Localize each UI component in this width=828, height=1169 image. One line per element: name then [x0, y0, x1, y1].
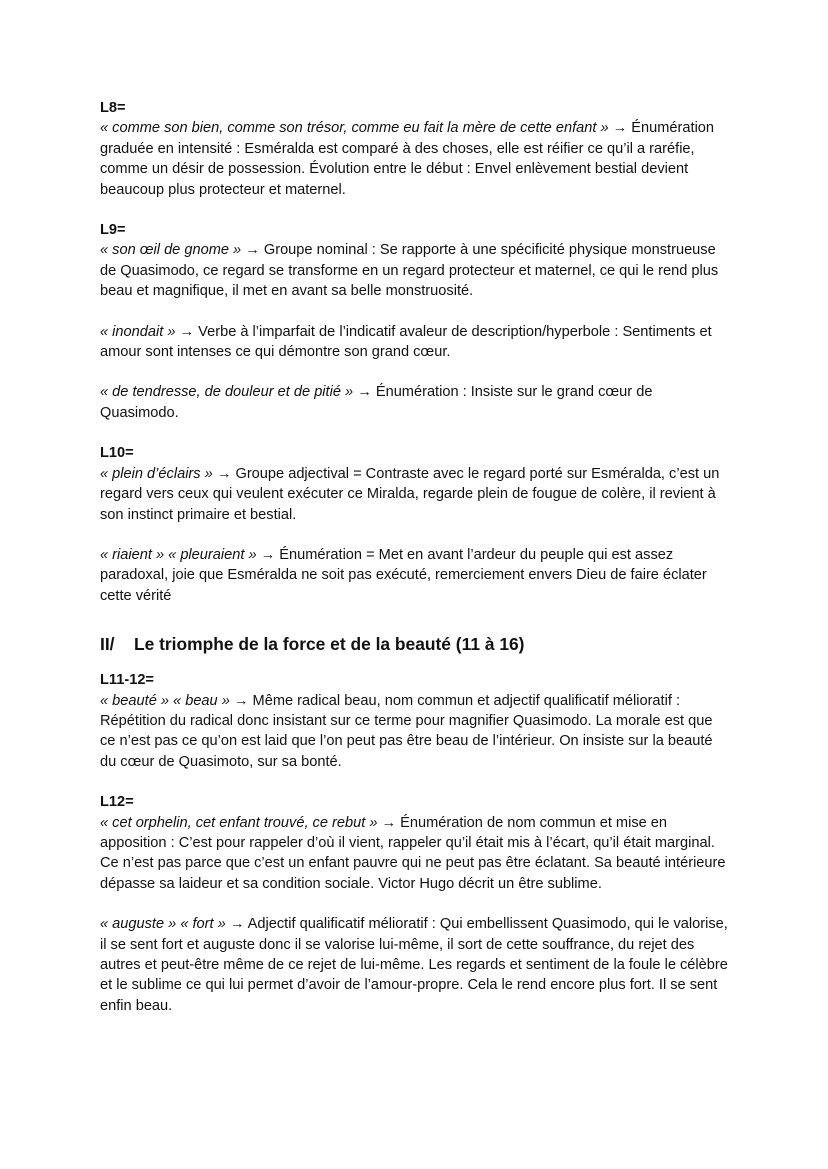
quote: « auguste » « fort » [100, 916, 226, 933]
analysis-paragraph [100, 322, 730, 363]
analysis-paragraph [100, 240, 730, 301]
analysis-block-l11-12 [100, 670, 730, 772]
analysis-paragraph [100, 545, 730, 606]
section-heading [100, 632, 730, 656]
section-number: II/ [100, 634, 115, 655]
analysis-paragraph [100, 464, 730, 525]
quote: « cet orphelin, cet enfant trouvé, ce rebut » [100, 814, 378, 831]
document-page [100, 98, 730, 1016]
analysis-block-l10 [100, 443, 730, 606]
analysis-block-l8 [100, 98, 730, 200]
line-label: L11-12= [100, 672, 154, 689]
commentary: → Verbe à l’imparfait de l’indicatif avaleur de description/hyperbole : Sentiments et amour sont intenses ce qui démontre son grand cœur. [100, 323, 712, 361]
quote: « comme son bien, comme son trésor, comme eu fait la mère de cette enfant » [100, 120, 609, 137]
commentary: → Adjectif qualificatif mélioratif : Qui embellissent Quasimodo, qui le valorise, il se sent fort et auguste donc il se valorise lui-même, il sort de cette souffrance, du rejet des autres et peut-être même de ce rejet de lui-même. Les regards et sentiment de la foule le célèbre et le sublime ce qui lui permet d’avoir de l’amour-propre. Cela le rend encore plus fort. Il se sent enfin beau. [100, 916, 728, 1014]
commentary: → Énumération : Insiste sur le grand cœur de Quasimodo. [100, 384, 653, 421]
commentary: → Énumération = Met en avant l’ardeur du peuple qui est assez paradoxal, joie que Esméralda ne soit pas exécuté, remerciement envers Dieu de faire éclater cette vérité [100, 546, 707, 604]
commentary: → Énumération graduée en intensité : Esméralda est comparé à des choses, elle est réifier ce qu’il a raréfie, comme un désir de possession. Évolution entre le début : Envel enlèvement bestial devient beaucoup plus protecteur et maternel. [100, 120, 715, 198]
commentary: → Groupe nominal : Se rapporte à une spécificité physique monstrueuse de Quasimodo, ce regard se transforme en un regard protecteur et maternel, ce qui le rend plus beau et magnifique, il met en avant sa belle monstruosité. [100, 242, 719, 300]
analysis-paragraph [100, 914, 730, 1016]
analysis-block-l9 [100, 220, 730, 423]
line-label: L10= [100, 445, 134, 462]
line-label: L9= [100, 222, 126, 239]
commentary: → Même radical beau, nom commun et adjectif qualificatif mélioratif : Répétition du radical donc insistant sur ce terme pour magnifier Quasimodo. La morale est que ce n’est pas ce qu’on est laid que l’on peut pas être beau de l’intérieur. On insiste sur la beauté du cœur de Quasimoto, sur sa bonté. [100, 692, 713, 770]
quote: « inondait » [100, 323, 176, 340]
analysis-paragraph [100, 691, 730, 773]
analysis-paragraph [100, 382, 730, 423]
quote: « son œil de gnome » [100, 242, 242, 259]
analysis-paragraph [100, 118, 730, 200]
quote: « plein d’éclairs » [100, 465, 213, 482]
section-title: Le triomphe de la force et de la beauté (11 à 16) [134, 634, 525, 655]
line-label: L8= [100, 100, 126, 116]
quote: « de tendresse, de douleur et de pitié » [100, 384, 354, 401]
line-label: L12= [100, 794, 134, 811]
analysis-block-l12 [100, 792, 730, 1016]
quote: « riaient » « pleuraient » [100, 546, 257, 563]
quote: « beauté » « beau » [100, 692, 230, 709]
commentary: → Énumération de nom commun et mise en apposition : C’est pour rappeler d’où il vient, rappeler qu’il était mis à l’écart, qu’il était marginal. Ce n’est pas parce que c’est un enfant pauvre qui ne peut pas être éclatant. Sa beauté intérieure dépasse sa laideur et sa condition sociale. Victor Hugo décrit un être sublime. [100, 814, 726, 892]
analysis-paragraph [100, 813, 730, 895]
commentary: → Groupe adjectival = Contraste avec le regard porté sur Esméralda, c’est un regard vers ceux qui veulent exécuter ce Miralda, regarde plein de fougue de colère, il revient à son instinct primaire et bestial. [100, 465, 720, 523]
